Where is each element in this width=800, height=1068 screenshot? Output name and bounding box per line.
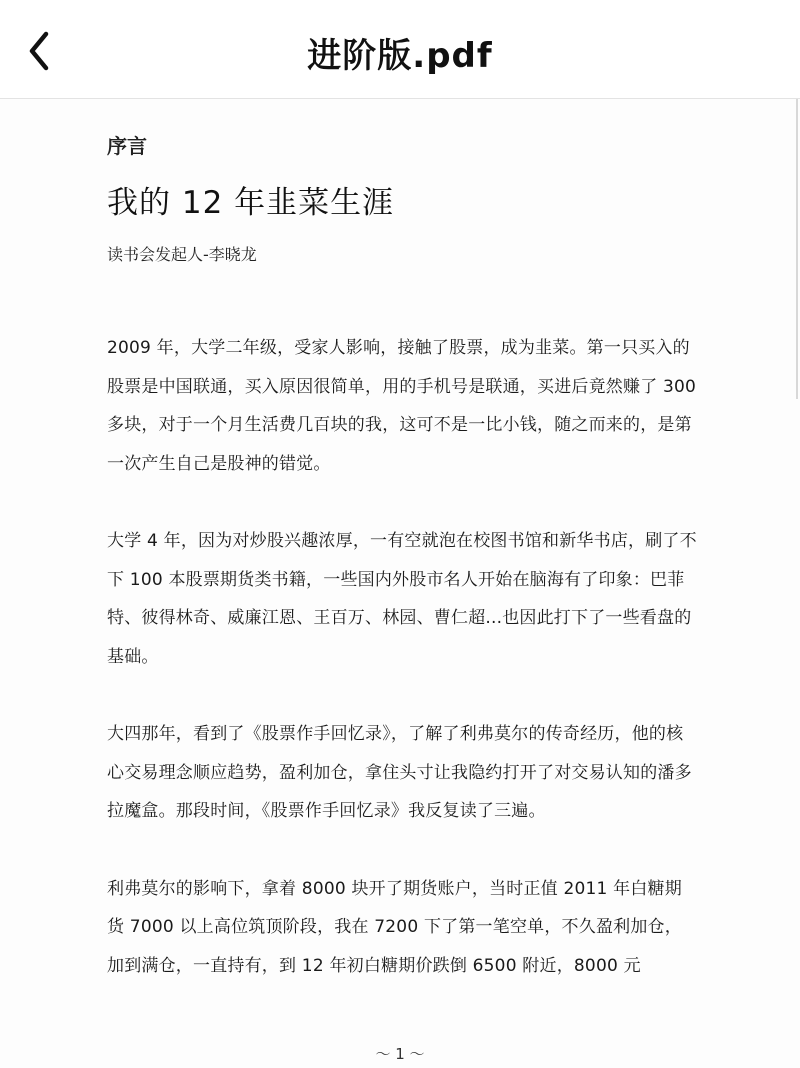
document-title: 进阶版.pdf: [307, 36, 493, 76]
page-edge-divider: [796, 99, 798, 399]
section-label: 序言: [107, 134, 147, 158]
author-byline: 读书会发起人-李晓龙: [107, 245, 257, 264]
page-content: [107, 129, 697, 985]
page-number: ～ 1 ～: [375, 1045, 425, 1063]
pdf-page[interactable]: [0, 99, 800, 1068]
chapter-headline: 我的 12 年韭菜生涯: [107, 185, 395, 221]
paragraph: 大四那年，看到了《股票作手回忆录》，了解了利弗莫尔的传奇经历，他的核心交易理念顺应趋势，盈利加仓，拿住头寸让我隐约打开了对交易认知的潘多拉魔盒。那段时间，《股票作手回忆录》我反复读了三遍。: [107, 724, 692, 821]
top-bar: [0, 0, 800, 99]
paragraph: 大学 4 年，因为对炒股兴趣浓厚，一有空就泡在校图书馆和新华书店，刷了不下 100 本股票期货类书籍，一些国内外股市名人开始在脑海有了印象：巴菲特、彼得林奇、威廉江恩、王百万、林园、曹仁超...也因此打下了一些看盘的基础。: [107, 531, 697, 667]
paragraph: 利弗莫尔的影响下，拿着 8000 块开了期货账户，当时正值 2011 年白糖期货 7000 以上高位筑顶阶段，我在 7200 下了第一笔空单，不久盈利加仓，加到满仓，一直持有，到 12 年初白糖期价跌倒 6500 附近，8000 元: [107, 878, 682, 976]
paragraph: 2009 年，大学二年级，受家人影响，接触了股票，成为韭菜。第一只买入的股票是中国联通，买入原因很简单，用的手机号是联通，买进后竟然赚了 300 多块，对于一个月生活费几百块的我，这可不是一比小钱，随之而来的，是第一次产生自己是股神的错觉。: [107, 338, 697, 474]
